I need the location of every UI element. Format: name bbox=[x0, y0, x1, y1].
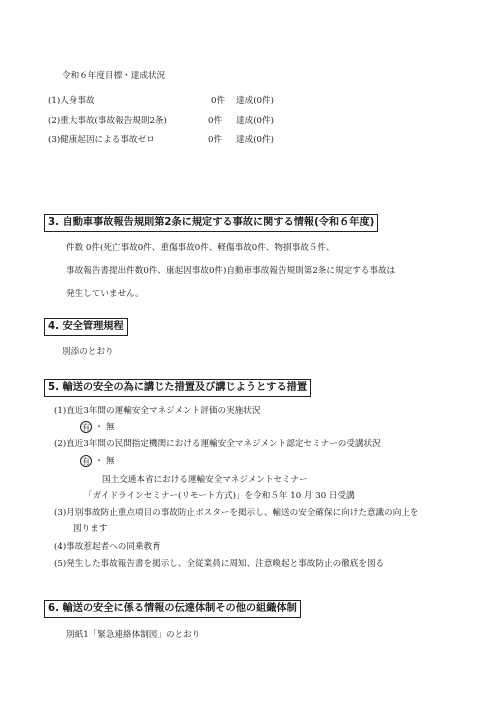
section3-line3: 発生していません。 bbox=[66, 289, 144, 299]
section5-item2-detail2: 「ガイドラインセミナー(リモート方式)」を令和５年 10 月 30 日受講 bbox=[84, 491, 355, 501]
section6-body: 別紙1「緊急連絡体制図」のとおり bbox=[66, 630, 201, 640]
section5-item1: (1)直近3年間の運輸安全マネジメント評価の実施状況 bbox=[54, 406, 261, 416]
section4-body: 別添のとおり bbox=[62, 347, 114, 357]
target-row-label: (3)健康起因による事故ゼロ bbox=[48, 135, 155, 145]
targets-heading: 令和６年度目標・達成状況 bbox=[62, 71, 166, 81]
section3-line1: 件数 0件(死亡事故0件、重傷事故0件、軽傷事故0件、物損事故５件、 bbox=[66, 243, 335, 253]
section5-item5: (5)発生した事故報告書を掲示し、全従業員に周知、注意喚起と事故防止の徹底を図る bbox=[54, 559, 385, 569]
section3-line2: 事故報告書提出件数0件、康起因事故0件)自動車事故報告規則第2条に規定する事故は bbox=[66, 266, 396, 276]
section5-item2-detail1: 国土交通本省における運輸安全マネジメントセミナー bbox=[102, 475, 308, 485]
target-row-status: 達成(0件) bbox=[236, 116, 274, 126]
section5-item4: (4)事故惹起者への同乗教育 bbox=[54, 542, 161, 552]
target-row-status: 達成(0件) bbox=[236, 135, 274, 145]
section4-heading: 4. 安全管理規程 bbox=[44, 318, 128, 336]
section6-heading: 6. 輸送の安全に係る情報の伝達体制その他の組織体制 bbox=[44, 600, 301, 618]
no-option-label: ・ 無 bbox=[94, 422, 115, 433]
yes-circled-mark: 有 bbox=[82, 423, 90, 432]
target-row-status: 達成(0件) bbox=[236, 96, 274, 106]
no-option-label: ・ 無 bbox=[94, 456, 115, 467]
section5-item1-choice bbox=[80, 421, 115, 434]
target-row-count: 0件 bbox=[208, 116, 223, 126]
target-row-label: (1)人身事故 bbox=[48, 96, 95, 106]
section5-item2-choice bbox=[80, 455, 115, 468]
target-row-count: 0件 bbox=[208, 135, 223, 145]
yes-circled-mark: 有 bbox=[82, 457, 90, 466]
section5-item3-line1: (3)月別事故防止重点項目の事故防止ポスターを掲示し、輸送の安全確保に向けた意識の向上を bbox=[54, 508, 419, 518]
target-row-count: 0件 bbox=[211, 96, 226, 106]
section3-heading: 3. 自動車事故報告規則第2条に規定する事故に関する情報(令和６年度) bbox=[44, 214, 378, 232]
section5-item2: (2)直近3年間の民間指定機関における運輸安全マネジメント認定セミナーの受講状況 bbox=[54, 439, 381, 449]
section5-heading: 5. 輸送の安全の為に講じた措置及び講じようとする措置 bbox=[44, 379, 311, 397]
section5-item3-line2: 図ります bbox=[73, 524, 108, 534]
target-row-label: (2)重大事故(事故報告規則2条) bbox=[48, 116, 167, 126]
